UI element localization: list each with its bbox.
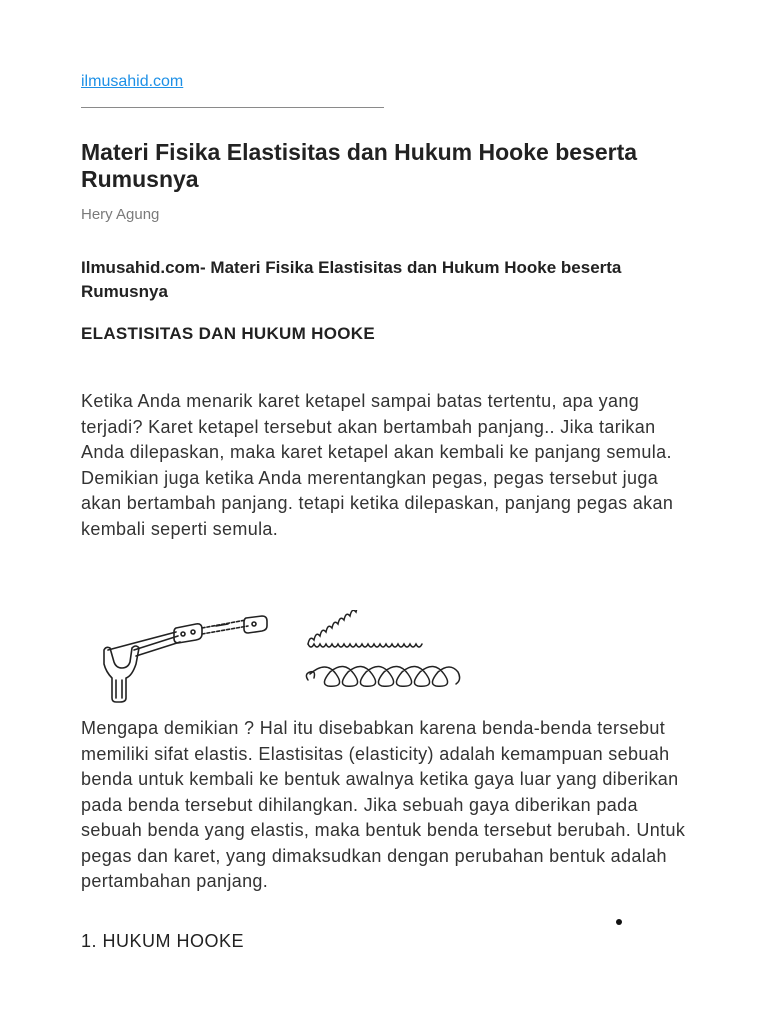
article-lead: Ilmusahid.com- Materi Fisika Elastisitas dan Hukum Hooke beserta Rumusnya — [81, 258, 622, 301]
article-title: Materi Fisika Elastisitas dan Hukum Hooke beserta Rumusnya — [81, 139, 638, 192]
site-link[interactable]: ilmusahid.com — [81, 73, 184, 90]
stretched-spring-illustration — [306, 666, 459, 686]
paragraph-intro: Ketika Anda menarik karet ketapel sampai batas tertentu, apa yang terjadi? Karet ketapel tersebut akan bertambah panjang.. Jika tarikan Anda dilepaskan, maka karet ketapel akan kembali ke panjang semula. Demikian juga ketika Anda merentangkan pegas, pegas tersebut juga akan bertambah panjang. tetapi ketika dilepaskan, panjang pegas akan kembali seperti semula. — [81, 391, 674, 539]
elasticity-figure — [96, 610, 468, 710]
author-name: Hery Agung — [81, 206, 160, 223]
compressed-spring-illustration — [308, 610, 428, 647]
header-divider — [81, 107, 384, 108]
bullet-dot — [616, 919, 622, 925]
sub-heading-hukum-hooke: 1. HUKUM HOOKE — [81, 931, 245, 951]
section-heading: ELASTISITAS DAN HUKUM HOOKE — [81, 324, 375, 343]
paragraph-explanation: Mengapa demikian ? Hal itu disebabkan karena benda-benda tersebut memiliki sifat elastis. Elastisitas (elasticity) adalah kemampuan sebuah benda untuk kembali ke bentuk awalnya ketika gaya luar yang diberikan pada benda tersebut dihilangkan. Jika sebuah gaya diberikan pada sebuah benda yang elastis, maka bentuk benda tersebut berubah. Untuk pegas dan karet, yang dimaksudkan dengan perubahan bentuk adalah pertambahan panjang. — [81, 718, 686, 891]
slingshot-illustration — [104, 616, 267, 702]
